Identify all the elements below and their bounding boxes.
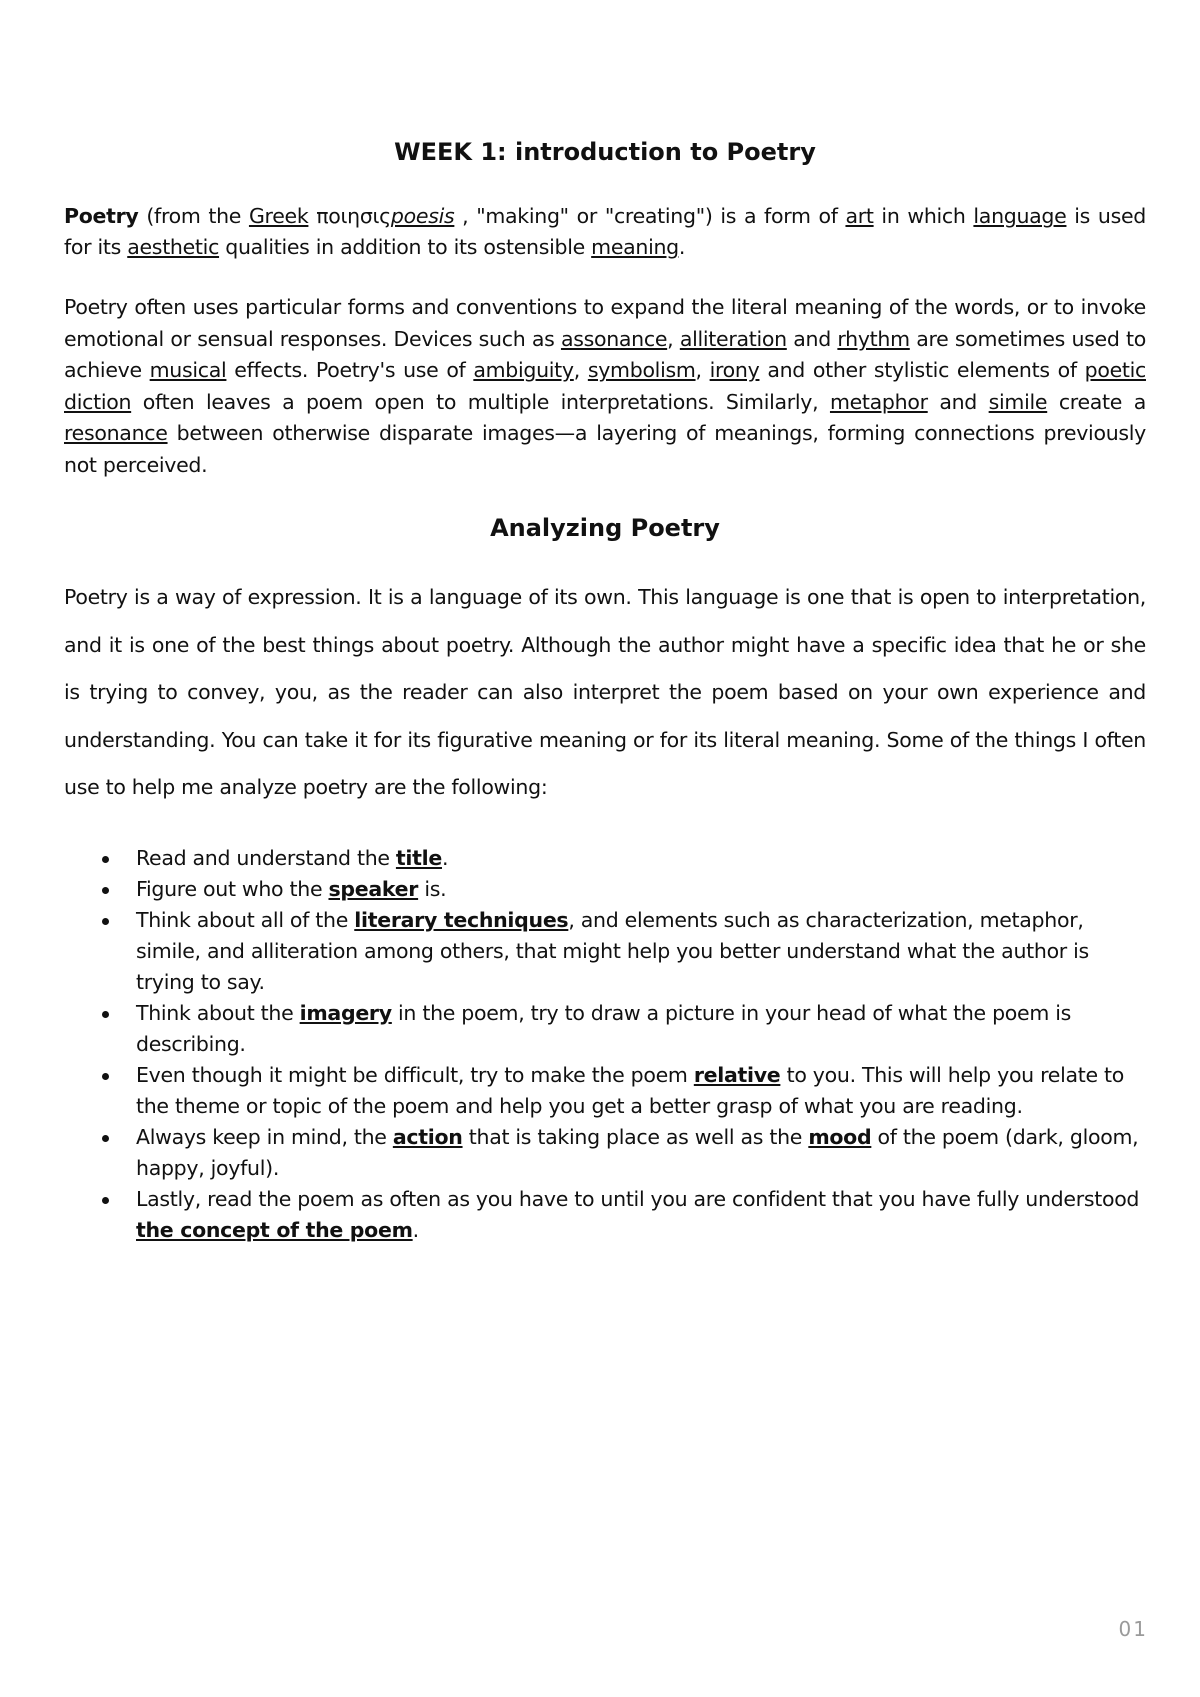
text-run: Always keep in mind, the bbox=[136, 1125, 393, 1149]
text-run: qualities in addition to its ostensible bbox=[219, 235, 592, 259]
text-run: to you. This will help you relate to the theme or topic of the poem and help you get a better grasp of what you are reading. bbox=[136, 1063, 1124, 1118]
poetry-term: Poetry bbox=[64, 204, 139, 228]
text-run: (from the bbox=[138, 204, 249, 228]
analyzing-paragraph: Poetry is a way of expression. It is a language of its own. This language is one that is open to interpretation, and it is one of the best things about poetry. Although the author might have a specific idea that he or she is trying to convey, you, as the reader can also interpret the poem based on your own experience and understanding. You can take it for its figurative meaning or for its literal meaning. Some of the things I often use to help me analyze poetry are the following: bbox=[64, 585, 1146, 799]
text-run: in which bbox=[873, 204, 974, 228]
key-term: imagery bbox=[299, 1001, 392, 1025]
list-item bbox=[136, 1122, 1146, 1184]
text-run: are sometimes used to achieve bbox=[64, 326, 1147, 382]
key-term: action bbox=[392, 1125, 463, 1149]
text-run: create a bbox=[1047, 389, 1146, 414]
intro-paragraph bbox=[64, 201, 1146, 263]
greek-link[interactable]: Greek bbox=[248, 204, 309, 228]
text-run: Figure out who the bbox=[136, 877, 329, 901]
text-run: is used for its bbox=[64, 204, 1146, 259]
key-term: the concept of the poem bbox=[136, 1218, 413, 1242]
section-heading-analyzing: Analyzing Poetry bbox=[490, 514, 720, 542]
text-run: of the poem (dark, gloom, happy, joyful). bbox=[136, 1125, 1139, 1180]
assonance-link[interactable]: assonance bbox=[560, 326, 668, 351]
rhythm-link[interactable]: rhythm bbox=[837, 326, 910, 351]
text-run: and bbox=[786, 326, 838, 351]
key-term: title bbox=[395, 846, 442, 870]
poesis-term: poesis bbox=[390, 204, 455, 228]
text-run: often leaves a poem open to multiple interpretations. Similarly, bbox=[131, 389, 830, 414]
language-link[interactable]: language bbox=[973, 204, 1067, 228]
text-run: and other stylistic elements of bbox=[759, 358, 1085, 382]
alliteration-link[interactable]: alliteration bbox=[679, 326, 787, 351]
art-link[interactable]: art bbox=[845, 204, 874, 228]
text-run: . bbox=[678, 235, 686, 259]
list-item bbox=[136, 1184, 1146, 1246]
symbolism-link[interactable]: symbolism bbox=[587, 358, 696, 382]
analysis-tips-list bbox=[64, 843, 1146, 1246]
list-item bbox=[136, 874, 1146, 905]
meaning-link[interactable]: meaning bbox=[591, 235, 679, 259]
metaphor-link[interactable]: metaphor bbox=[829, 389, 928, 414]
text-run: , bbox=[695, 358, 710, 382]
text-run: Poetry often uses particular forms and conventions to expand the literal meaning of the words, or to invoke emotional or sensual responses. Devices such as bbox=[64, 295, 1146, 351]
key-term: mood bbox=[808, 1125, 872, 1149]
page-number: 01 bbox=[1118, 1617, 1148, 1641]
text-run: Read and understand the bbox=[136, 846, 396, 870]
text-run: . bbox=[441, 846, 449, 870]
poetic-diction-link[interactable]: poetic diction bbox=[64, 358, 1146, 414]
text-run: that is taking place as well as the bbox=[462, 1125, 809, 1149]
ambiguity-link[interactable]: ambiguity bbox=[473, 358, 574, 382]
page-title: WEEK 1: introduction to Poetry bbox=[394, 138, 816, 166]
text-run: , bbox=[573, 358, 588, 382]
key-term: literary techniques bbox=[354, 908, 569, 932]
text-run: , "making" or "creating") is a form of bbox=[454, 204, 846, 228]
text-run: , and elements such as characterization, metaphor, simile, and alliteration among others, that might help you better understand what the author is trying to say. bbox=[136, 908, 1089, 994]
key-term: speaker bbox=[328, 877, 419, 901]
text-run: and bbox=[927, 389, 989, 414]
list-item bbox=[136, 843, 1146, 874]
text-run: , bbox=[667, 326, 680, 351]
irony-link[interactable]: irony bbox=[709, 358, 760, 382]
aesthetic-link[interactable]: aesthetic bbox=[127, 235, 220, 259]
text-run: Think about all of the bbox=[136, 908, 355, 932]
text-run: Think about the bbox=[136, 1001, 300, 1025]
text-run: Even though it might be difficult, try to make the poem bbox=[136, 1063, 694, 1087]
text-run: in the poem, try to draw a picture in your head of what the poem is describing. bbox=[136, 1001, 1072, 1056]
list-item bbox=[136, 998, 1146, 1060]
text-run: effects. Poetry's use of bbox=[226, 358, 474, 382]
musical-link[interactable]: musical bbox=[149, 358, 227, 382]
list-item bbox=[136, 905, 1146, 998]
resonance-link[interactable]: resonance bbox=[64, 421, 168, 445]
devices-paragraph bbox=[64, 292, 1146, 481]
text-run: ποιησις bbox=[308, 204, 391, 228]
text-run: Lastly, read the poem as often as you have to until you are confident that you have fully understood bbox=[136, 1187, 1140, 1211]
text-run: is. bbox=[418, 877, 447, 901]
simile-link[interactable]: simile bbox=[988, 389, 1048, 414]
text-run: . bbox=[412, 1218, 419, 1242]
text-run: between otherwise disparate images—a layering of meanings, forming connections previously not perceived. bbox=[64, 421, 1146, 477]
list-item bbox=[136, 1060, 1146, 1122]
key-term: relative bbox=[693, 1063, 781, 1087]
